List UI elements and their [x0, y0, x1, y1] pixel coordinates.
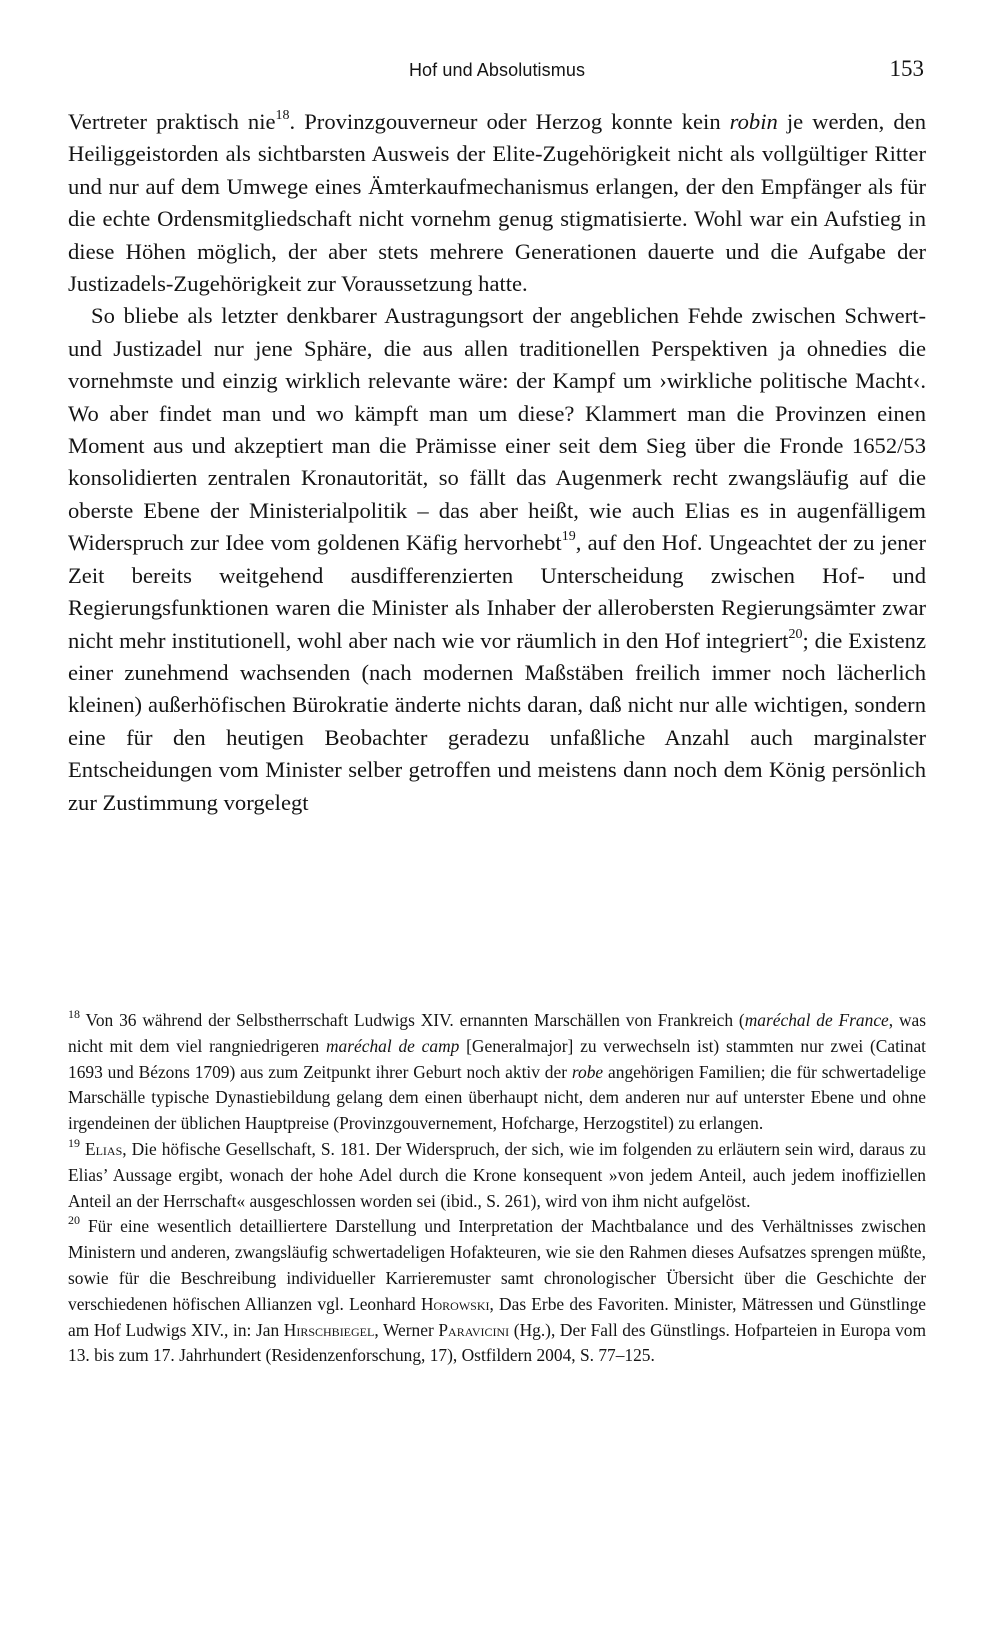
text-run: So bliebe als letzter denkbarer Austragungsort der angeblichen Fehde zwischen Schwert- und Justizadel nur jene Sphäre, die aus allen traditionellen Perspektiven ja ohnedies die vornehmste und einzig wirklich relevante wäre: der Kampf um ›wirkliche politische Macht‹. Wo aber findet man und wo kämpft man um diese? Klammert man die Provinzen einen Moment aus und akzeptiert man die Prämisse einer seit dem Sieg über die Fronde 1652/53 konsolidierten zentralen Kronautorität, so fällt das Augenmerk recht zwangsläufig auf die oberste Ebene der Ministerialpolitik – das aber heißt, wie auch Elias es in augenfälligem Widerspruch zur Idee vom goldenen Käfig hervorhebt: [68, 303, 926, 556]
footnote-20: [68, 1214, 926, 1369]
text-run: , Die höfische Gesellschaft, S. 181. Der Widerspruch, der sich, wie im folgenden zu erläutern sein wird, daraus zu Elias’ Aussage ergibt, wonach der hohe Adel durch die Krone konsequent »von jedem Anteil, auch jedem inoffiziellen Anteil an der Herrschaft« ausgeschlossen worden sei (ibid., S. 261), wird von ihm nicht aufgelöst.: [68, 1138, 926, 1211]
italic-term: robe: [571, 1061, 604, 1082]
author-name: Paravicini: [438, 1319, 510, 1340]
footnote-number: 20: [68, 1213, 80, 1228]
paragraph-2: [68, 300, 926, 819]
footnote-ref-19: 19: [561, 529, 576, 545]
text-run: , auf den Hof. Ungeachtet der zu jener Zeit bereits weitgehend ausdifferenzierten Unterscheidung zwischen Hof- und Regierungsfunktionen waren die Minister als Inhaber der allerobersten Regierungsämter zwar nicht mehr institutionell, wohl aber nach wie vor räumlich in den Hof integriert: [68, 530, 926, 653]
text-run: angehörigen Familien; die für schwertadelige Marschälle typische Dynastiebildung gelang dem einen überhaupt nicht, dem anderen nur auf unterster Ebene und ohne irgendeinen der üblichen Hauptpreise (Provinzgouvernement, Hofcharge, Herzogstitel) zu erlangen.: [68, 1061, 926, 1134]
footnote-19: [68, 1137, 926, 1214]
page-number: 153: [889, 56, 924, 81]
text-run: Von 36 während der Selbstherrschaft Ludwigs XIV. ernannten Marschällen von Frankreich (: [80, 1010, 745, 1030]
footnote-number: 18: [68, 1007, 80, 1021]
footnote-ref-18: 18: [275, 108, 290, 123]
paragraph-1: [68, 106, 926, 300]
page-header: [68, 52, 926, 92]
author-name: Hirschbiegel: [283, 1319, 375, 1340]
text-run: (Hg.), Der Fall des Günstlings. Hofparteien in Europa vom 13. bis zum 17. Jahrhundert (Residenzenforschung, 17), Ostfildern 2004, S. 77–125.: [68, 1319, 926, 1366]
text-run: . Provinzgouverneur oder Herzog konnte kein: [289, 109, 730, 134]
text-run: ; die Existenz einer zunehmend wachsenden (nach modernen Maßstäben freilich immer noch lächerlich kleinen) außerhöfischen Bürokratie änderte nichts daran, daß nicht nur alle wichtigen, sondern eine für den heutigen Beobachter geradezu unfaßliche Anzahl auch marginalster Entscheidungen vom Minister selber getroffen und meistens dann noch dem König persönlich zur Zustimmung vorgelegt: [68, 627, 926, 815]
author-name: Elias: [84, 1138, 123, 1159]
italic-term: maréchal de camp: [326, 1035, 460, 1056]
footnote-number: 19: [68, 1135, 80, 1150]
footnote-18: [68, 1008, 926, 1137]
text-run: Vertreter praktisch nie: [68, 109, 276, 134]
text-run: [Generalmajor] zu verwechseln ist) stammten nur zwei (Catinat 1693 und Bézons 1709) aus zum Zeitpunkt ihrer Geburt noch aktiv der: [68, 1035, 926, 1082]
book-page: [68, 52, 927, 1366]
italic-term: robin: [729, 109, 778, 134]
main-text: [68, 106, 926, 819]
text-run: , was nicht mit dem viel rangniedrigeren: [68, 1010, 927, 1056]
italic-term: maréchal de France: [744, 1010, 889, 1030]
footnotes: [68, 1008, 926, 1369]
text-run: , Werner: [374, 1319, 439, 1340]
author-name: Horowski: [420, 1293, 490, 1314]
text-run: , Das Erbe des Favoriten. Minister, Mätressen und Günstlinge am Hof Ludwigs XIV., in: Jan: [68, 1293, 926, 1340]
footnote-ref-20: 20: [788, 626, 803, 642]
text-run: Für eine wesentlich detailliertere Darstellung und Interpretation der Machtbalance und des Verhältnisses zwischen Ministern und anderen, zwangsläufig schwertadeligen Hofakteuren, wie sie den Rahmen dieses Aufsatzes sprengen müßte, sowie für die Beschreibung individueller Karrieremuster samt chronologischer Übersicht über die Geschichte der verschiedenen höfischen Allianzen vgl. Leonhard: [68, 1216, 926, 1314]
running-head: Hof und Absolutismus: [408, 60, 586, 80]
text-run: je werden, den Heiliggeistorden als sichtbarsten Ausweis der Elite-Zugehörigkeit nicht als vollgültiger Ritter und nur auf dem Umwege eines Ämterkaufmechanismus erlangen, der den Empfänger als für die echte Ordensmitgliedschaft nicht vornehm genug stigmatisierte. Wohl war ein Aufstieg in diese Höhen möglich, der aber stets mehrere Generationen dauerte und die Aufgabe der Justizadels-Zugehörigkeit zur Voraussetzung hatte.: [68, 109, 926, 297]
